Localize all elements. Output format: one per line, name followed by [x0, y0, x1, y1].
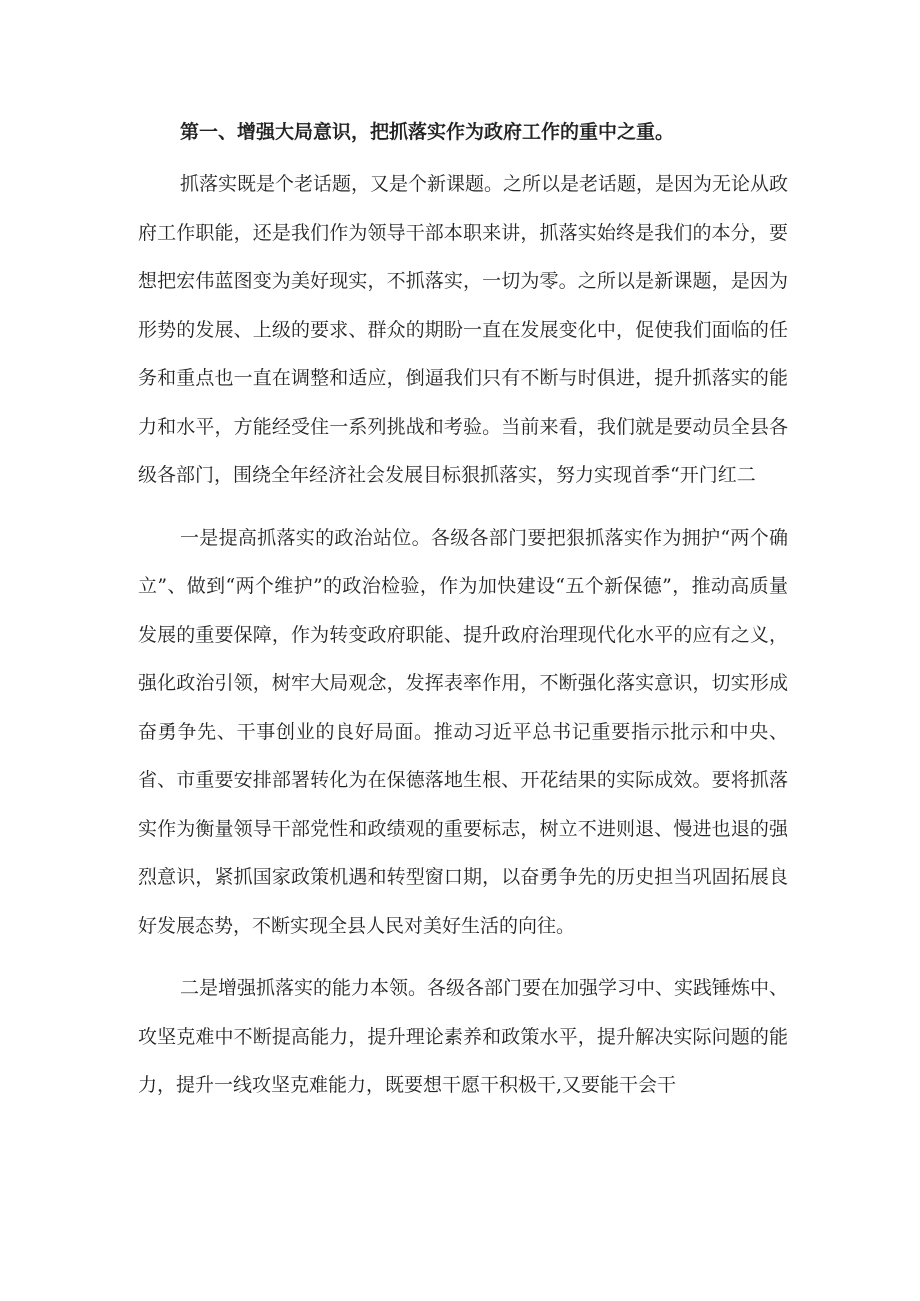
paragraph-intro: 抓落实既是个老话题，又是个新课题。之所以是老话题，是因为无论从政府工作职能，还是我们作为领导干部本职来讲，抓落实始终是我们的本分，要想把宏伟蓝图变为美好现实，不抓落实，一切为零。之所以是新课题，是因为形势的发展、上级的要求、群众的期盼一直在发展变化中，促使我们面临的任务和重点也一直在调整和适应，倒逼我们只有不断与时俱进，提升抓落实的能力和水平，方能经受住一系列挑战和考验。当前来看，我们就是要动员全县各级各部门，围绕全年经济社会发展目标狠抓落实，努力实现首季“开门红二 — [138, 173, 789, 486]
paragraph-capability: 二是增强抓落实的能力本领。各级各部门要在加强学习中、实践锤炼中、攻坚克难中不断提高能力，提升理论素养和政策水平，提升解决实际问题的能力，提升一线攻坚克难能力，既要想干愿干积极干,又要能干会干 — [138, 977, 789, 1096]
document-body — [138, 112, 788, 1118]
section-heading: 第一、增强大局意识，把抓落实作为政府工作的重中之重。 — [180, 121, 675, 143]
paragraph-political-stance: 一是提高抓落实的政治站位。各级各部门要把狠抓落实作为拥护“两个确立”、做到“两个维护”的政治检验，作为加快建设“五个新保德”，推动高质量发展的重要保障，作为转变政府职能、提升政府治理现代化水平的应有之义，强化政治引领，树牢大局观念，发挥表率作用，不断强化落实意识，切实形成奋勇争先、干事创业的良好局面。推动习近平总书记重要指示批示和中央、省、市重要安排部署转化为在保德落地生根、开花结果的实际成效。要将抓落实作为衡量领导干部党性和政绩观的重要标志，树立不进则退、慢进也退的强烈意识，紧抓国家政策机遇和转型窗口期，以奋勇争先的历史担当巩固拓展良好发展态势，不断实现全县人民对美好生活的向往。 — [138, 526, 788, 937]
